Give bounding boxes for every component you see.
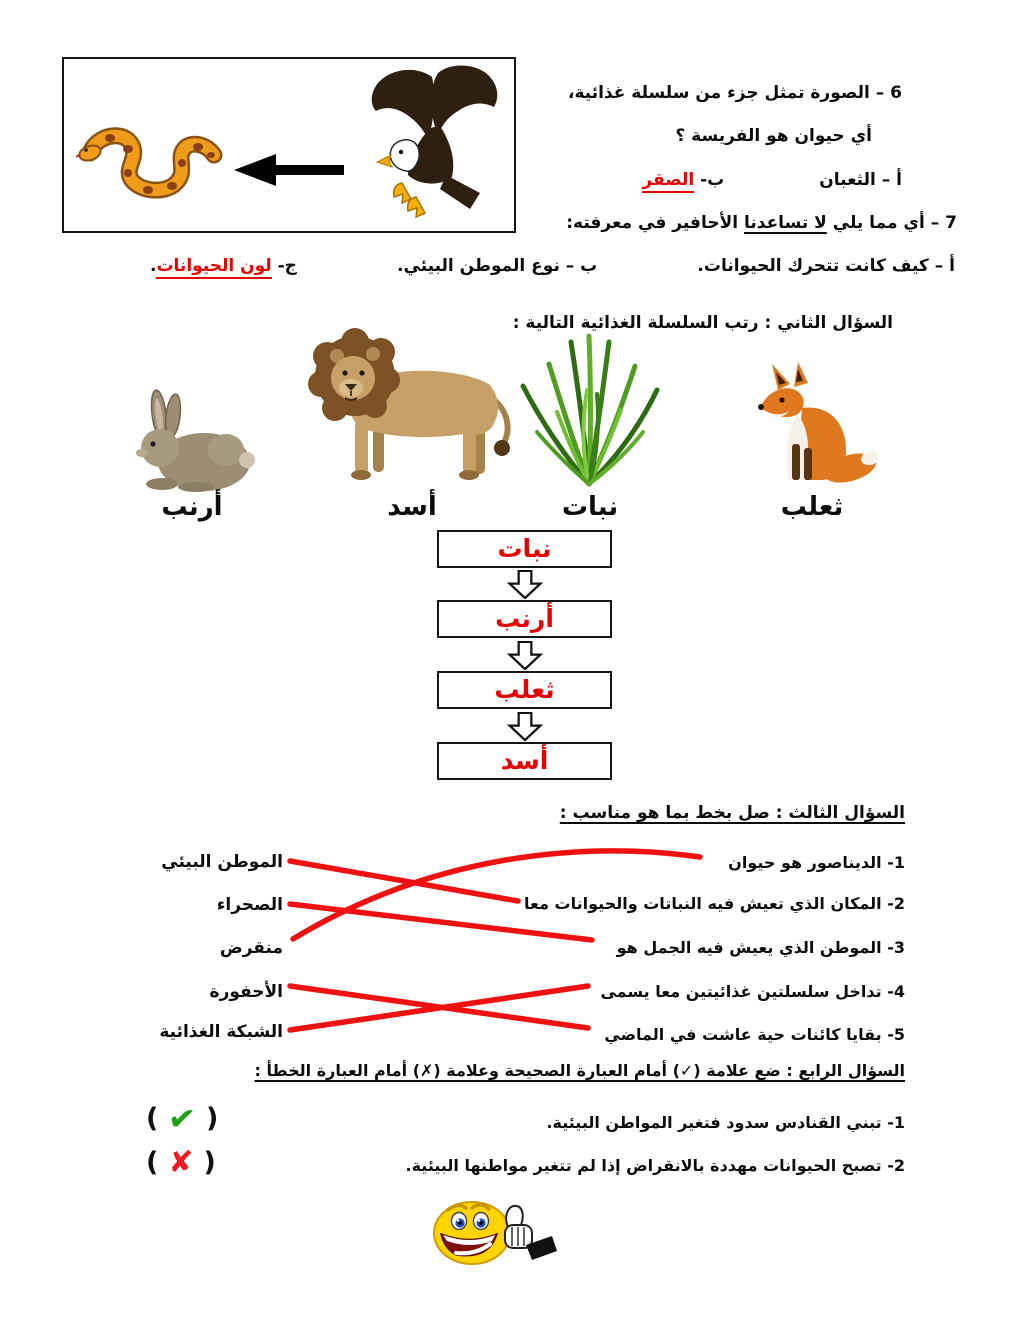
arrow-down-icon bbox=[505, 570, 545, 599]
q4-heading: السؤال الرابع : ضع علامة (✓) أمام العبارة الصحيحة وعلامة (✗) أمام العبارة الخطأ : bbox=[254, 1061, 905, 1080]
q6-line1: 6 – الصورة تمثل جزء من سلسلة غذائية، bbox=[567, 83, 902, 103]
q7-option-a: أ – كيف كانت تتحرك الحيوانات. bbox=[697, 256, 955, 276]
match-line-fossil-item5 bbox=[290, 986, 588, 1028]
check-icon: ✔ bbox=[166, 1097, 199, 1140]
arrow-down-icon bbox=[505, 641, 545, 670]
q4-statement-1: 1- تبني القنادس سدود فتغير المواطن البيئية. bbox=[546, 1113, 905, 1132]
rabbit-image bbox=[126, 386, 258, 494]
q6-option-a: أ – الثعبان bbox=[819, 170, 902, 190]
q6-selected-answer: الصقر bbox=[642, 170, 694, 193]
q3-option-extinct: منقرض bbox=[219, 938, 283, 958]
paren-open: ( bbox=[146, 1147, 159, 1178]
q3-item-3: 3- الموطن الذي يعيش فيه الجمل هو bbox=[616, 938, 905, 957]
smiley-thumbs-up-image bbox=[428, 1197, 560, 1269]
label-lion: أسد bbox=[387, 492, 437, 522]
paren-close: ) bbox=[206, 1103, 219, 1134]
match-line-foodweb-item4 bbox=[290, 986, 588, 1030]
q4-answer-2 bbox=[146, 1145, 216, 1180]
q3-option-desert: الصحراء bbox=[216, 895, 283, 915]
chain-box-plant: نبات bbox=[437, 530, 612, 568]
lion-image bbox=[293, 316, 518, 492]
grass-image bbox=[513, 328, 665, 492]
q3-item-4: 4- تداخل سلسلتين غذائيتين معا يسمى bbox=[600, 982, 905, 1001]
match-line-habitat-item2 bbox=[290, 861, 518, 901]
q2-heading: السؤال الثاني : رتب السلسلة الغذائية التالية : bbox=[512, 313, 893, 333]
q3-option-fossil: الأحفورة bbox=[209, 982, 283, 1002]
paren-open: ( bbox=[146, 1103, 159, 1134]
q7-text-underlined: لا تساعدنا bbox=[743, 213, 827, 233]
eagle-image bbox=[346, 63, 508, 227]
q6-option-b-prefix: ب- bbox=[700, 170, 725, 190]
arrow-left-icon bbox=[232, 151, 347, 189]
paren-close: ) bbox=[203, 1147, 216, 1178]
q6-line2: أي حيوان هو الفريسة ؟ bbox=[675, 126, 872, 146]
q3-item-5: 5- بقايا كائنات حية عاشت في الماضي bbox=[604, 1025, 905, 1044]
q7-text-part3: الأحافير في معرفته: bbox=[566, 213, 744, 233]
q3-option-foodweb: الشبكة الغذائية bbox=[159, 1022, 283, 1042]
q3-heading: السؤال الثالث : صل بخط بما هو مناسب : bbox=[559, 803, 905, 823]
q3-item-2: 2- المكان الذي تعيش فيه النباتات والحيوانات معا bbox=[524, 894, 905, 913]
chain-box-fox: ثعلب bbox=[437, 671, 612, 709]
arrow-down-icon bbox=[505, 712, 545, 741]
q7-text-part1: 7 – أي مما يلي bbox=[826, 213, 957, 233]
q7-option-c bbox=[150, 253, 297, 279]
q3-option-habitat: الموطن البيئي bbox=[161, 852, 283, 872]
chain-box-rabbit: أرنب bbox=[437, 600, 612, 638]
cross-icon: ✘ bbox=[168, 1145, 194, 1180]
q7-options-row bbox=[150, 253, 955, 279]
q4-answer-1 bbox=[146, 1097, 219, 1140]
q4-statement-2: 2- تصبح الحيوانات مهددة بالانقراض إذا لم تتغير مواطنها البيئية. bbox=[405, 1156, 905, 1175]
q7-text bbox=[566, 210, 957, 236]
q6-answers-row bbox=[642, 167, 902, 193]
label-fox: ثعلب bbox=[780, 492, 844, 522]
q7-option-b: ب – نوع الموطن البيئي. bbox=[397, 256, 598, 276]
q7-option-c-prefix: ج- bbox=[271, 256, 297, 276]
q7-option-c-suffix: . bbox=[150, 256, 157, 276]
label-rabbit: أرنب bbox=[161, 492, 223, 522]
q6-option-b bbox=[642, 167, 724, 193]
q3-item-1: 1- الديناصور هو حيوان bbox=[728, 853, 905, 872]
snake-image bbox=[76, 111, 241, 216]
food-chain-image-box bbox=[62, 57, 516, 233]
label-plant: نبات bbox=[561, 492, 619, 522]
chain-box-lion: أسد bbox=[437, 742, 612, 780]
fox-image bbox=[756, 356, 878, 492]
q7-selected-answer: لون الحيوانات bbox=[156, 256, 271, 279]
